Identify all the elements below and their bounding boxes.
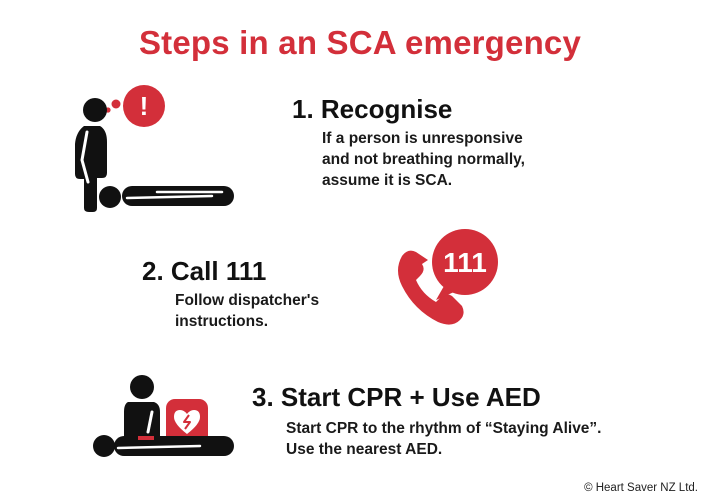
copyright-notice: © Heart Saver NZ Ltd.: [584, 482, 698, 494]
cpr-aed-icon: [90, 372, 238, 464]
step-1-description: [322, 128, 525, 191]
step-3-line-1: Start CPR to the rhythm of “Staying Alive”.: [286, 420, 602, 437]
step-1-line-1: If a person is unresponsive: [322, 130, 523, 147]
phone-111-icon: [392, 226, 512, 336]
step-2-line-1: Follow dispatcher's: [175, 292, 320, 309]
step-3-line-2: Use the nearest AED.: [286, 441, 443, 458]
step-2-heading: 2. Call 111: [142, 256, 267, 286]
page-title: Steps in an SCA emergency: [138, 24, 582, 61]
person-collapsed-alert-icon: [62, 82, 252, 214]
step-1-heading: 1. Recognise: [292, 94, 453, 124]
step-1-line-3: assume it is SCA.: [322, 172, 453, 189]
phone-badge-number: 111: [443, 247, 487, 278]
alert-badge: !: [139, 91, 149, 121]
step-1-line-2: and not breathing normally,: [322, 151, 525, 168]
step-2-line-2: instructions.: [175, 313, 269, 330]
step-3-heading: 3. Start CPR + Use AED: [252, 382, 541, 412]
step-3-description: [286, 418, 602, 460]
step-2-description: [175, 290, 319, 332]
